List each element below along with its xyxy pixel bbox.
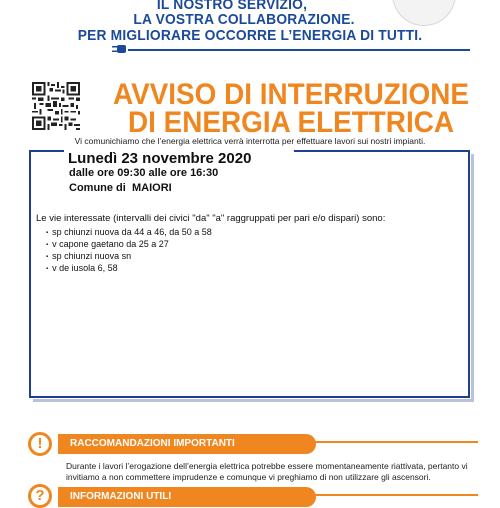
interruption-hours: dalle ore 09:30 alle ore 16:30 [69, 167, 219, 179]
info-header [58, 487, 316, 507]
streets-intro: Le vie interessate (intervalli dei civici "da" "a" raggruppati per pari e/o dispari) sono: [36, 213, 386, 224]
cable-line [128, 49, 470, 51]
comune-name: MAIORI [131, 182, 172, 194]
notice-title-line-1: AVVISO DI INTERRUZIONE [112, 78, 470, 111]
banner-line-2: LA VOSTRA COLLABORAZIONE. [133, 11, 355, 28]
plug-icon [112, 43, 128, 55]
comune-line [69, 182, 172, 194]
qr-code-image [32, 82, 80, 130]
comune-label: Comune di [69, 182, 126, 194]
info-label: INFORMAZIONI UTILI [70, 491, 172, 502]
banner-line-3: PER MIGLIORARE OCCORRE L’ENERGIA DI TUTTI. [77, 27, 423, 44]
street-item: ▪ sp chiunzi nuova da 44 a 46, da 50 a 58 [46, 226, 212, 238]
recommendations-header [58, 434, 316, 454]
street-item: ▪ v de iusola 6, 58 [46, 262, 212, 274]
notice-title-line-2: DI ENERGIA ELETTRICA [127, 106, 455, 139]
recommendations-text: Durante i lavori l’erogazione dell’energia elettrica potrebbe essere momentaneamente riattivata, pertanto vi invitiamo a non commettere imprudenze e comunque vi preghiamo di non utilizzare gli ascensori. [66, 461, 468, 482]
question-icon: ? [28, 484, 52, 508]
recommendations-label: RACCOMANDAZIONI IMPORTANTI [70, 438, 235, 449]
intro-text: Vi comunichiamo che l’energia elettrica verrà interrotta per effettuare lavori sui nostri impianti. [74, 136, 426, 146]
street-list [46, 226, 212, 274]
street-item: ▪ v capone gaetano da 25 a 27 [46, 238, 212, 250]
banner-line-1: IL NOSTRO SERVIZIO, [156, 0, 308, 13]
interruption-date: Lunedì 23 novembre 2020 [68, 150, 252, 167]
exclamation-icon: ! [28, 432, 52, 456]
top-banner [0, 0, 500, 72]
street-item: ▪ sp chiunzi nuova sn [46, 250, 212, 262]
